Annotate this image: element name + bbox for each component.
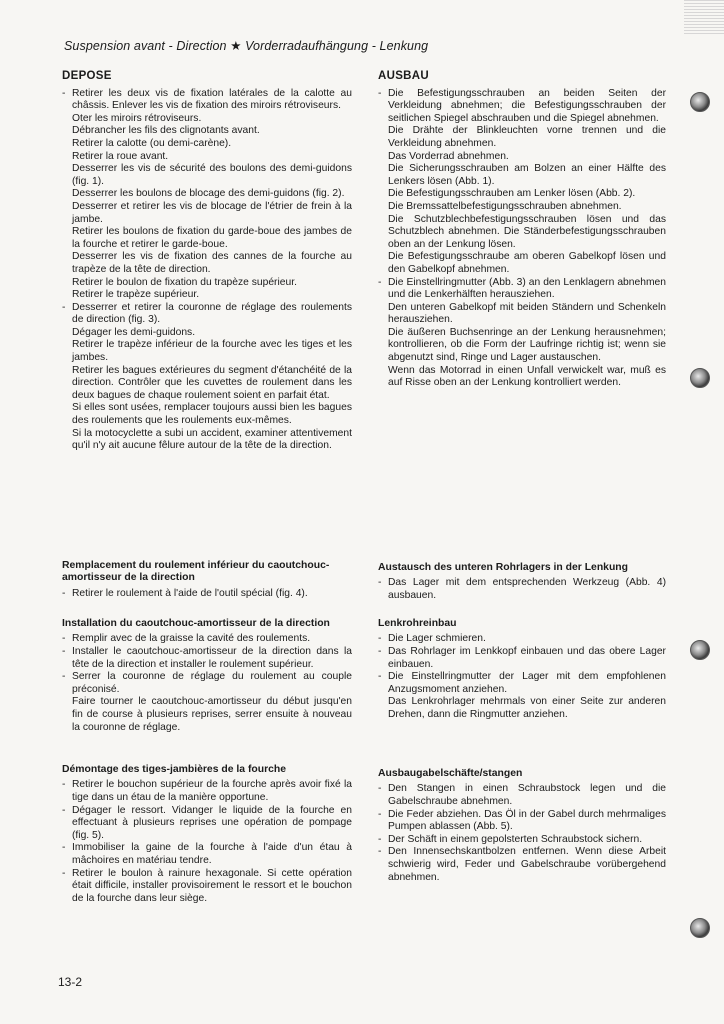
instruction-line: Si la motocyclette a subi un accident, examiner attentivement qu'il n'y ait aucune fêlure autour de la tête de la direction. bbox=[72, 427, 352, 452]
instruction-line: - Retirer le boulon à rainure hexagonale. Si cette opération était difficile, installer provisoirement le ressort et le bouchon de la fourche dans leur siège. bbox=[72, 867, 352, 904]
instruction-line: - Desserrer et retirer la couronne de réglage des roulements de direction (fig. 3). bbox=[72, 301, 352, 326]
instruction-list bbox=[378, 88, 666, 390]
instruction-line: - Immobiliser la gaine de la fourche à l'aide d'un étau à mâchoires en matériau tendre. bbox=[72, 842, 352, 866]
instruction-item bbox=[62, 633, 352, 646]
instruction-line: Die äußeren Buchsenringe an der Lenkung herausnehmen; kontrollieren, ob die Form der Laufringe richtig ist; wenn sie abgenutzt sind, Ringe und Lager austauschen. bbox=[388, 326, 666, 364]
instruction-line: Desserrer les boulons de blocage des demi-guidons (fig. 2). bbox=[72, 188, 345, 200]
instruction-line: Oter les miroirs rétroviseurs. bbox=[72, 112, 202, 124]
instruction-line: Wenn das Motorrad in einen Unfall verwickelt war, muß es auf Risse oben an der Lenkung kontrolliert werden. bbox=[388, 364, 666, 389]
instruction-item bbox=[378, 277, 666, 390]
binder-hole-icon bbox=[690, 918, 710, 938]
instruction-line: Desserrer les vis de fixation des cannes de la fourche au trapèze de la tête de direction. bbox=[72, 251, 352, 275]
instruction-line: - Die Einstellringmutter (Abb. 3) an den Lenklagern abnehmen und die Lenkerhälften herausziehen. bbox=[388, 276, 666, 301]
instruction-line: - Den Stangen in einen Schraubstock legen und die Gabelschraube abnehmen. bbox=[388, 783, 666, 807]
section-heading: DEPOSE bbox=[62, 70, 112, 82]
instruction-line: Die Befestigungsschrauben am Lenker lösen (Abb. 2). bbox=[388, 188, 636, 200]
instruction-line: - Dégager le ressort. Vidanger le liquide de la fourche en effectuant à plusieurs reprises une opération de pompage (fig. 5). bbox=[72, 804, 352, 841]
instruction-line: - Remplir avec de la graisse la cavité des roulements. bbox=[72, 633, 311, 645]
instruction-line: Faire tourner le caoutchouc-amortisseur du début jusqu'en fin de course à plusieurs reprises, serrer ensuite à nouveau la couronne de réglage. bbox=[72, 696, 352, 733]
instruction-list bbox=[378, 783, 666, 884]
instruction-line: - Retirer les deux vis de fixation latérales de la calotte au châssis. Enlever les vis de fixation des miroirs rétroviseurs. bbox=[72, 87, 352, 112]
instruction-item bbox=[378, 783, 666, 808]
instruction-item bbox=[378, 88, 666, 277]
instruction-item bbox=[62, 842, 352, 867]
section-ausbau bbox=[378, 70, 666, 390]
instruction-line: Dégager les demi-guidons. bbox=[72, 326, 196, 338]
instruction-line: - Die Lager schmieren. bbox=[388, 633, 486, 645]
page-number: 13-2 bbox=[58, 975, 83, 989]
section-remplacement bbox=[62, 560, 352, 600]
instruction-line: - Die Einstellringmutter der Lager mit dem empfohlenen Anzugsmoment anziehen. bbox=[388, 671, 666, 695]
instruction-list bbox=[62, 779, 352, 905]
instruction-item bbox=[378, 577, 666, 602]
section-heading: AUSBAU bbox=[378, 70, 429, 82]
instruction-item bbox=[62, 671, 352, 734]
header-title-fr: Suspension avant - Direction bbox=[64, 39, 227, 53]
section-austausch bbox=[378, 562, 666, 603]
section-heading: Ausbaugabelschäfte/stangen bbox=[378, 768, 523, 779]
instruction-list bbox=[378, 577, 666, 602]
instruction-list bbox=[62, 88, 352, 453]
section-lenkrohreinbau bbox=[378, 618, 666, 722]
scan-corner-mark bbox=[684, 0, 724, 34]
section-demontage bbox=[62, 764, 352, 905]
instruction-line: - Die Befestigungsschrauben an beiden Seiten der Verkleidung abnehmen; die Befestigungsschrauben der seitlichen Spiegel abschrauben und die Spiegel abnehmen. bbox=[388, 87, 666, 124]
instruction-line: Die Bremssattelbefestigungsschrauben abnehmen. bbox=[388, 200, 622, 212]
instruction-item bbox=[378, 671, 666, 721]
instruction-line: - Serrer la couronne de réglage du roulement au couple préconisé. bbox=[72, 671, 352, 695]
instruction-line: - Die Feder abziehen. Das Öl in der Gabel durch mehrmaliges Pumpen ablassen (Abb. 5). bbox=[388, 808, 666, 833]
section-heading: Démontage des tiges-jambières de la fourche bbox=[62, 764, 287, 775]
section-ausbaugabel bbox=[378, 768, 666, 884]
instruction-line: Das Vorderrad abnehmen. bbox=[388, 150, 509, 162]
instruction-line: Retirer le boulon de fixation du trapèze supérieur. bbox=[72, 276, 297, 288]
instruction-line: Si elles sont usées, remplacer toujours aussi bien les bagues des roulements que les roulements eux-mêmes. bbox=[72, 402, 352, 427]
section-installation bbox=[62, 618, 352, 734]
instruction-line: Desserrer et retirer les vis de blocage de l'étrier de frein à la jambe. bbox=[72, 200, 352, 225]
instruction-item bbox=[62, 588, 352, 601]
instruction-item bbox=[378, 633, 666, 646]
instruction-item bbox=[62, 302, 352, 453]
instruction-line: - Den Innensechskantbolzen entfernen. Wenn diese Arbeit schwierig wird, Feder und Gabelschraube vorübergehend abnehmen. bbox=[388, 846, 666, 883]
instruction-line: - Retirer le bouchon supérieur de la fourche après avoir fixé la tige dans un étau de la manière opportune. bbox=[72, 779, 352, 803]
instruction-line: Retirer les boulons de fixation du garde-boue des jambes de la fourche et retirer le garde-boue. bbox=[72, 226, 352, 250]
instruction-item bbox=[378, 646, 666, 671]
instruction-line: Débrancher les fils des clignotants avant. bbox=[72, 125, 260, 137]
instruction-item bbox=[62, 805, 352, 843]
instruction-line: Retirer les bagues extérieures du segment d'étanchéité de la direction. Contrôler que les cuvettes de roulement dans les deux bagues de chaque roulement soient en parfait état. bbox=[72, 364, 352, 401]
instruction-item bbox=[62, 88, 352, 302]
instruction-list bbox=[378, 633, 666, 721]
instruction-line: - Installer le caoutchouc-amortisseur de la direction dans la tête de la direction et installer le roulement supérieur. bbox=[72, 646, 352, 670]
instruction-line: Retirer la calotte (ou demi-carène). bbox=[72, 137, 232, 149]
instruction-line: Retirer le trapèze inférieur de la fourche avec les tiges et les jambes. bbox=[72, 339, 352, 364]
instruction-line: Das Lenkrohrlager mehrmals von einer Seite zur anderen Drehen, dann die Ringmutter anziehen. bbox=[388, 696, 666, 720]
instruction-list bbox=[62, 588, 352, 601]
instruction-item bbox=[378, 834, 666, 847]
binder-hole-icon bbox=[690, 640, 710, 660]
instruction-line: Retirer la roue avant. bbox=[72, 150, 169, 162]
instruction-line: - Das Lager mit dem entsprechenden Werkzeug (Abb. 4) ausbauen. bbox=[388, 577, 666, 601]
page-header bbox=[64, 38, 684, 53]
instruction-line: Die Befestigungsschraube am oberen Gabelkopf lösen und den Gabelkopf abnehmen. bbox=[388, 251, 666, 275]
instruction-line: Die Schutzblechbefestigungsschrauben lösen und das Schutzblech abnehmen. Die Ständerbefestigungsschrauben oben an der Lenkung lösen. bbox=[388, 213, 666, 250]
instruction-item bbox=[62, 868, 352, 906]
instruction-list bbox=[62, 633, 352, 734]
binder-hole-icon bbox=[690, 92, 710, 112]
instruction-item bbox=[378, 809, 666, 834]
section-heading: Installation du caoutchouc-amortisseur de la direction bbox=[62, 618, 330, 629]
instruction-line: - Das Rohrlager im Lenkkopf einbauen und das obere Lager einbauen. bbox=[388, 646, 666, 670]
instruction-line: Den unteren Gabelkopf mit beiden Ständern und Schenkeln herausziehen. bbox=[388, 301, 666, 326]
instruction-line: Die Drähte der Blinkleuchten vorne trennen und die Verkleidung abnehmen. bbox=[388, 125, 666, 149]
section-depose bbox=[62, 70, 352, 453]
section-heading: Remplacement du roulement inférieur du caoutchouc-amortisseur de la direction bbox=[62, 560, 330, 584]
instruction-item bbox=[62, 779, 352, 804]
instruction-item bbox=[62, 646, 352, 671]
instruction-line: Die Sicherungsschrauben am Bolzen an einer Hälfte des Lenkers lösen (Abb. 1). bbox=[388, 163, 666, 187]
instruction-line: - Retirer le roulement à l'aide de l'outil spécial (fig. 4). bbox=[72, 587, 308, 599]
section-heading: Austausch des unteren Rohrlagers in der Lenkung bbox=[378, 562, 628, 573]
instruction-line: Retirer le trapèze supérieur. bbox=[72, 289, 200, 301]
header-title-de: Vorderradaufhängung - Lenkung bbox=[245, 39, 429, 53]
binder-hole-icon bbox=[690, 368, 710, 388]
header-star-separator: ★ bbox=[230, 39, 242, 53]
instruction-item bbox=[378, 846, 666, 884]
instruction-line: - Der Schäft in einem gepolsterten Schraubstock sichern. bbox=[388, 833, 643, 845]
instruction-line: Desserrer les vis de sécurité des boulons des demi-guidons (fig. 1). bbox=[72, 163, 352, 187]
section-heading: Lenkrohreinbau bbox=[378, 618, 457, 629]
